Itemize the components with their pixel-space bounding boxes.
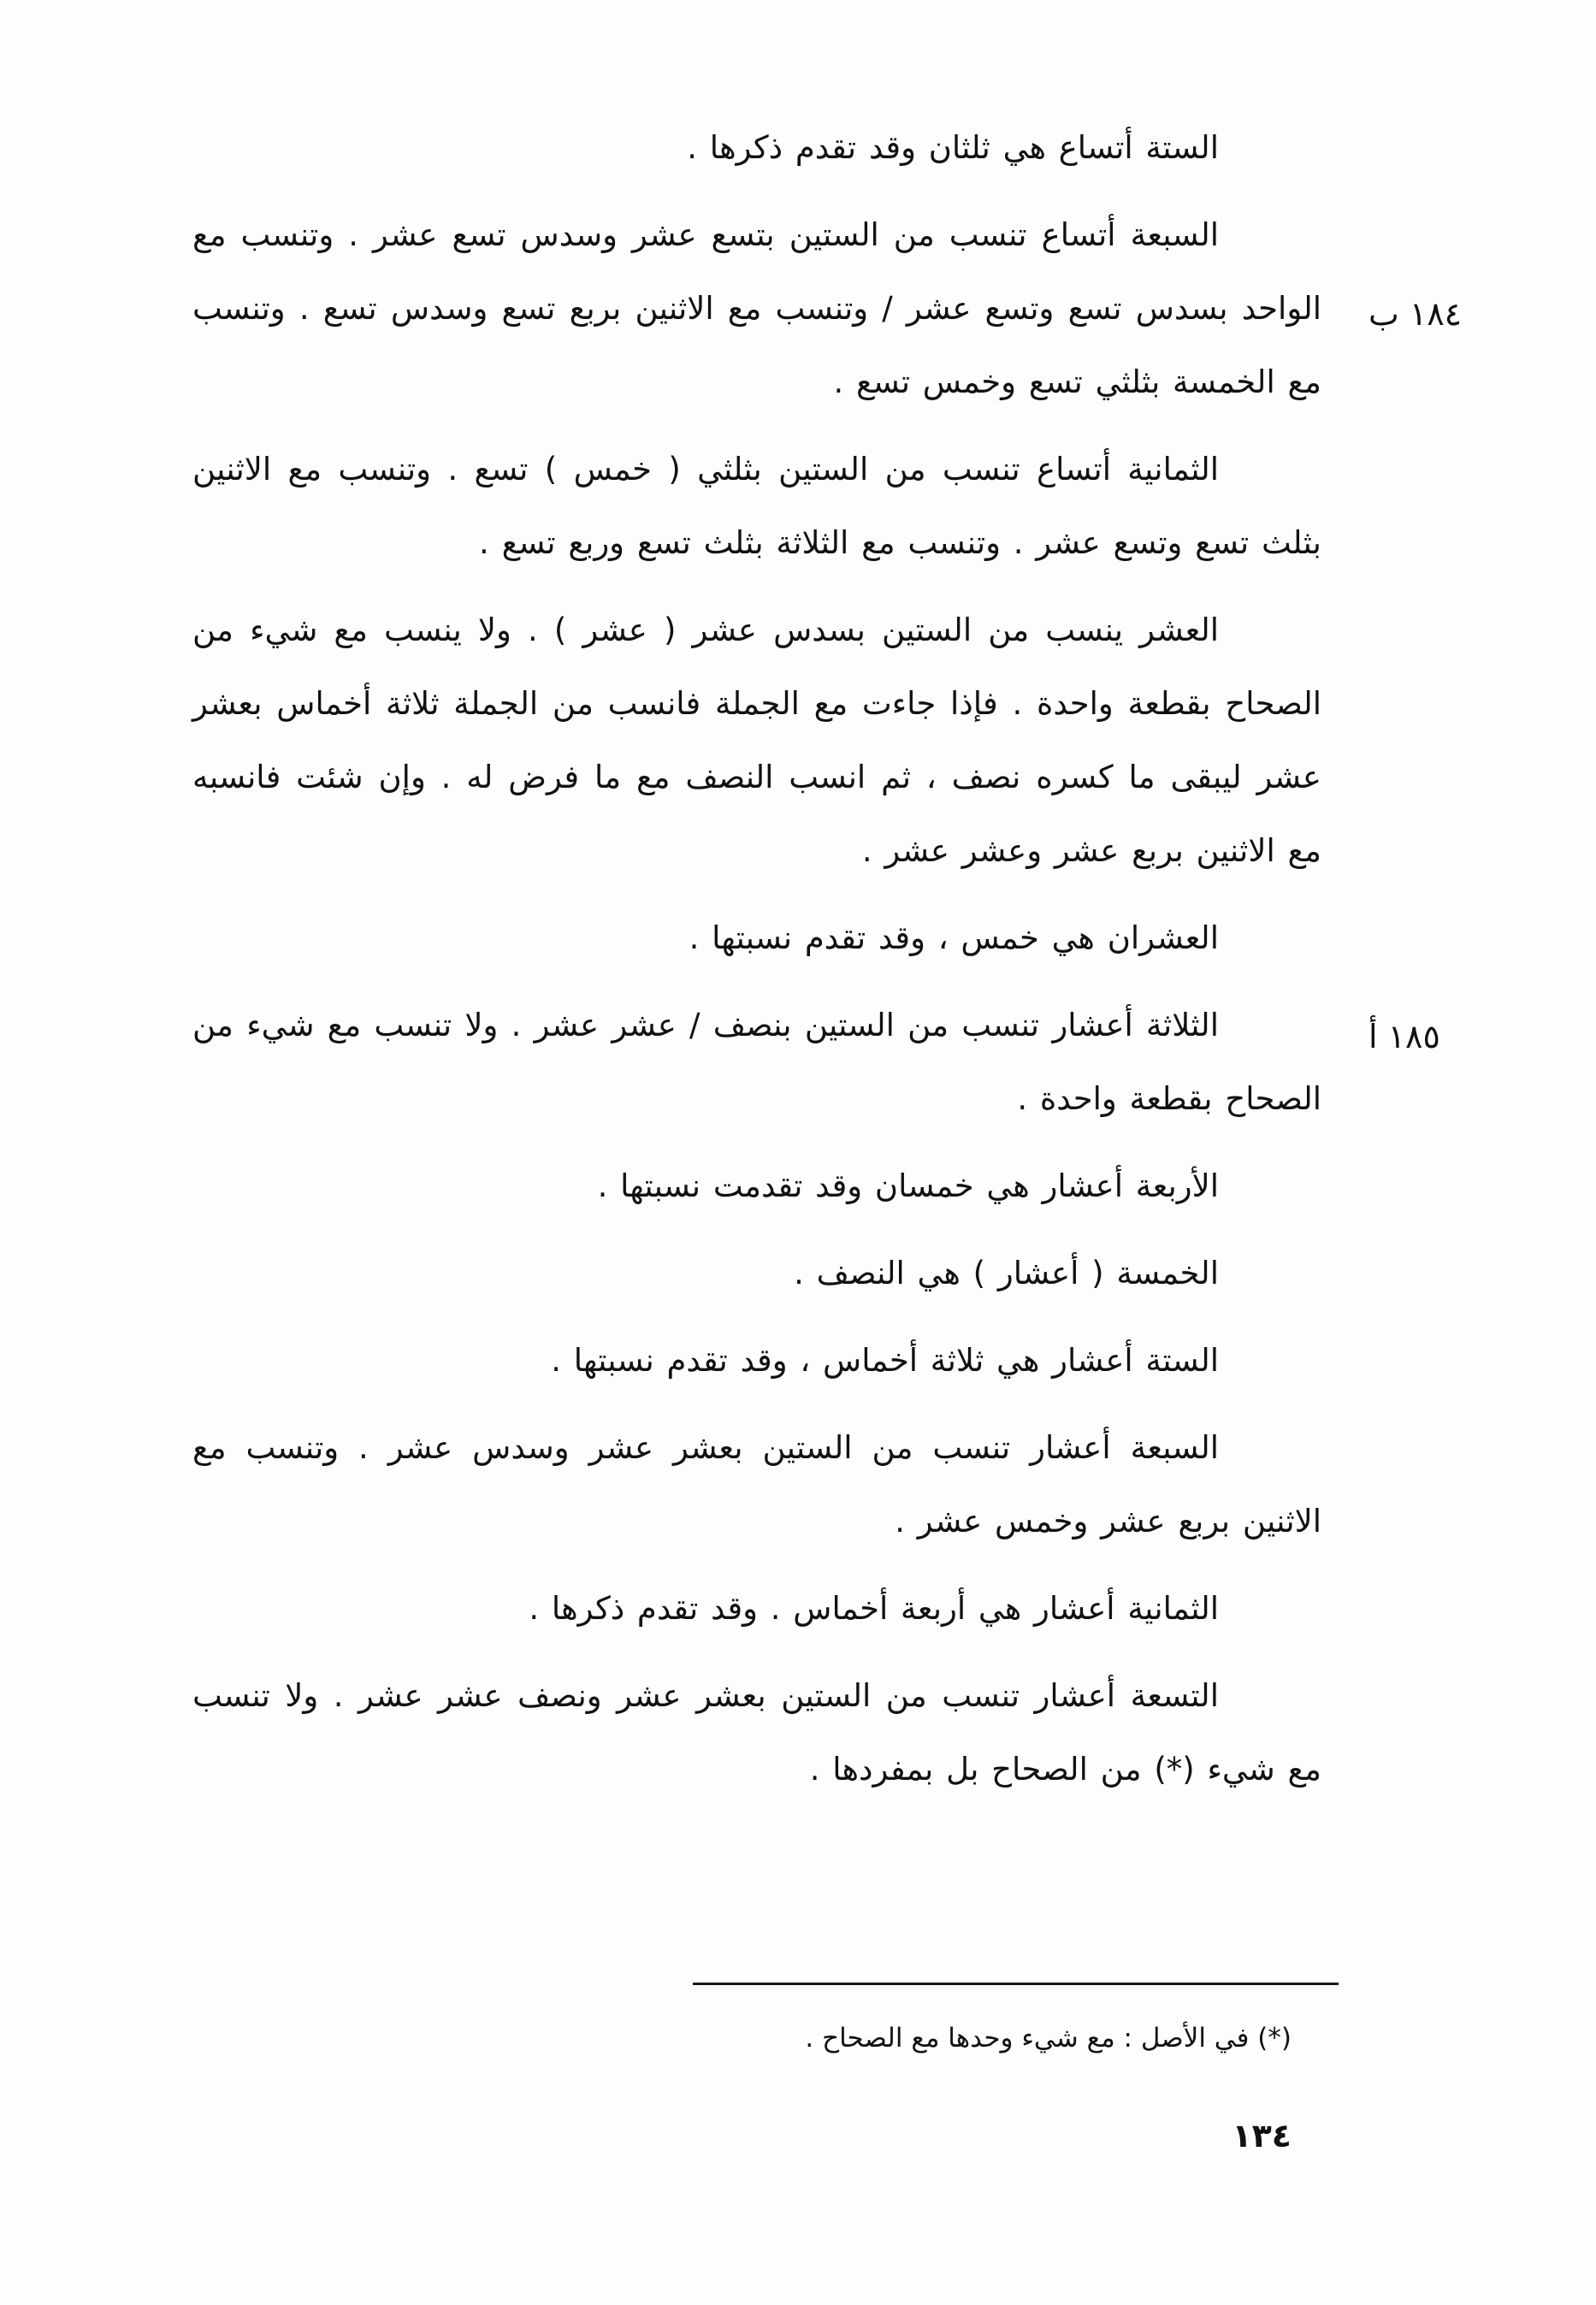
paragraph-8: الخمسة ( أعشار ) هي النصف . [794, 1255, 1219, 1291]
paragraph-2: السبعة أتساع تنسب من الستين بتسع عشر وسدس تسع عشر . وتنسب مع الواحد بسدس تسع وتسع عشر / وتنسب مع الاثنين بربع تسع وسدس تسع . وتنسب مع الخمسة بثلثي تسع وخمس تسع . [192, 216, 1321, 400]
paragraph-12: التسعة أعشار تنسب من الستين بعشر عشر ونصف عشر عشر . ولا تنسب مع شيء (*) من الصحاح بل بمفردها . [192, 1677, 1321, 1788]
paragraph-6: الثلاثة أعشار تنسب من الستين بنصف / عشر عشر . ولا تنسب مع شيء من الصحاح بقطعة واحدة . [192, 1007, 1321, 1117]
folio-marker-185a: ١٨٥ أ [1368, 1018, 1440, 1055]
paragraph-5: العشران هي خمس ، وقد تقدم نسبتها . [689, 919, 1219, 956]
main-text [192, 111, 1321, 1806]
paragraph-3: الثمانية أتساع تنسب من الستين بثلثي ( خمس ) تسع . وتنسب مع الاثنين بثلث تسع وتسع عشر . وتنسب مع الثلاثة بثلث تسع وربع تسع . [192, 451, 1321, 561]
paragraph-9: الستة أعشار هي ثلاثة أخماس ، وقد تقدم نسبتها . [551, 1342, 1219, 1379]
paragraph-11: الثمانية أعشار هي أربعة أخماس . وقد تقدم ذكرها . [529, 1590, 1219, 1627]
paragraph-4: العشر ينسب من الستين بسدس عشر ( عشر ) . ولا ينسب مع شيء من الصحاح بقطعة واحدة . فإذا جاءت مع الجملة فانسب من الجملة ثلاثة أخماس بعشر عشر ليبقى ما كسره نصف ، ثم انسب النصف مع ما فرض له . وإن شئت فانسبه مع الاثنين بربع عشر وعشر عشر . [192, 612, 1321, 869]
page-number: ١٣٤ [1232, 2117, 1292, 2154]
footnote: (*) في الأصل : مع شيء وحدها مع الصحاح . [805, 2023, 1292, 2054]
paragraph-10: السبعة أعشار تنسب من الستين بعشر عشر وسدس عشر . وتنسب مع الاثنين بربع عشر وخمس عشر . [192, 1429, 1321, 1540]
paragraph-7: الأربعة أعشار هي خمسان وقد تقدمت نسبتها . [597, 1167, 1219, 1204]
footnote-divider [693, 1983, 1339, 1985]
folio-marker-184b: ١٨٤ ب [1368, 295, 1463, 333]
paragraph-1: الستة أتساع هي ثلثان وقد تقدم ذكرها . [687, 129, 1219, 166]
